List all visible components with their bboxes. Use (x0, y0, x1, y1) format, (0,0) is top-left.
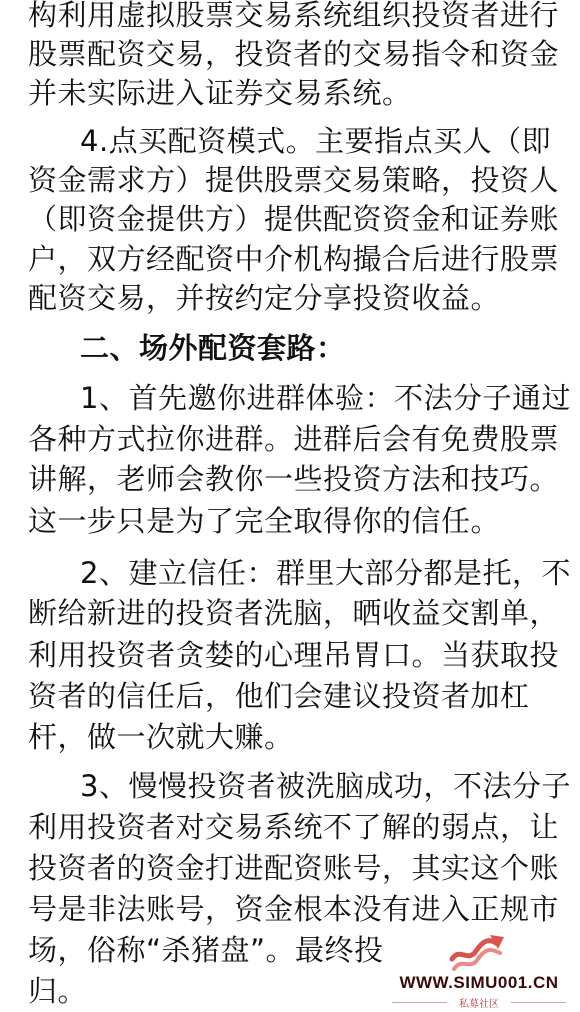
text-line: 股票配资交易，投资者的交易指令和资金 (28, 37, 560, 71)
paragraph-start-line: 2、建立信任：群里大部分都是托，不 (80, 556, 571, 590)
watermark-url: WWW.SIMU001.CN (399, 973, 559, 992)
paragraph-start-line: 3、慢慢投资者被洗脑成功，不法分子 (80, 769, 571, 803)
text-line: 投资者的资金打进配资账号，其实这个账 (28, 851, 560, 885)
wave-arrow-icon (446, 929, 508, 975)
text-line: 断给新进的投资者洗脑，晒收益交割单， (28, 596, 560, 630)
text-line: 讲解，老师会教你一些投资方法和技巧。 (28, 462, 560, 496)
text-line: 并未实际进入证券交易系统。 (28, 76, 412, 110)
text-line: 资者的信任后，他们会建议投资者加杠 (28, 679, 530, 713)
text-line: 构利用虚拟股票交易系统组织投资者进行 (28, 0, 560, 32)
text-line: 杆，做一次就大赚。 (28, 720, 294, 754)
paragraph-start-line: 1、首先邀你进群体验：不法分子通过 (80, 381, 571, 415)
text-line: （即资金提供方）提供配资资金和证券账 (28, 202, 560, 236)
divider (511, 1002, 566, 1003)
text-line: 这一步只是为了完全取得你的信任。 (28, 504, 501, 538)
text-line: 资金需求方）提供股票交易策略，投资人 (28, 163, 560, 197)
watermark-subtitle: 私募社区 (459, 999, 499, 1010)
text-line: 归。 (28, 974, 88, 1008)
text-line: 号是非法账号，资金根本没有进入正规市 (28, 892, 560, 926)
site-watermark (384, 929, 574, 1011)
text-line: 利用投资者对交易系统不了解的弱点，让 (28, 810, 560, 844)
text-line: 配资交易，并按约定分享投资收益。 (28, 281, 501, 315)
section-heading: 二、场外配资套路： (80, 331, 346, 365)
text-line: 户，双方经配资中介机构撮合后进行股票 (28, 242, 560, 276)
paragraph-start-line: 4.点买配资模式。主要指点买人（即 (80, 124, 552, 158)
text-line: 各种方式拉你进群。进群后会有免费股票 (28, 422, 560, 456)
text-line: 场，俗称“杀猪盘”。最终投 (28, 933, 384, 967)
text-line: 利用投资者贪婪的心理吊胃口。当获取投 (28, 638, 560, 672)
